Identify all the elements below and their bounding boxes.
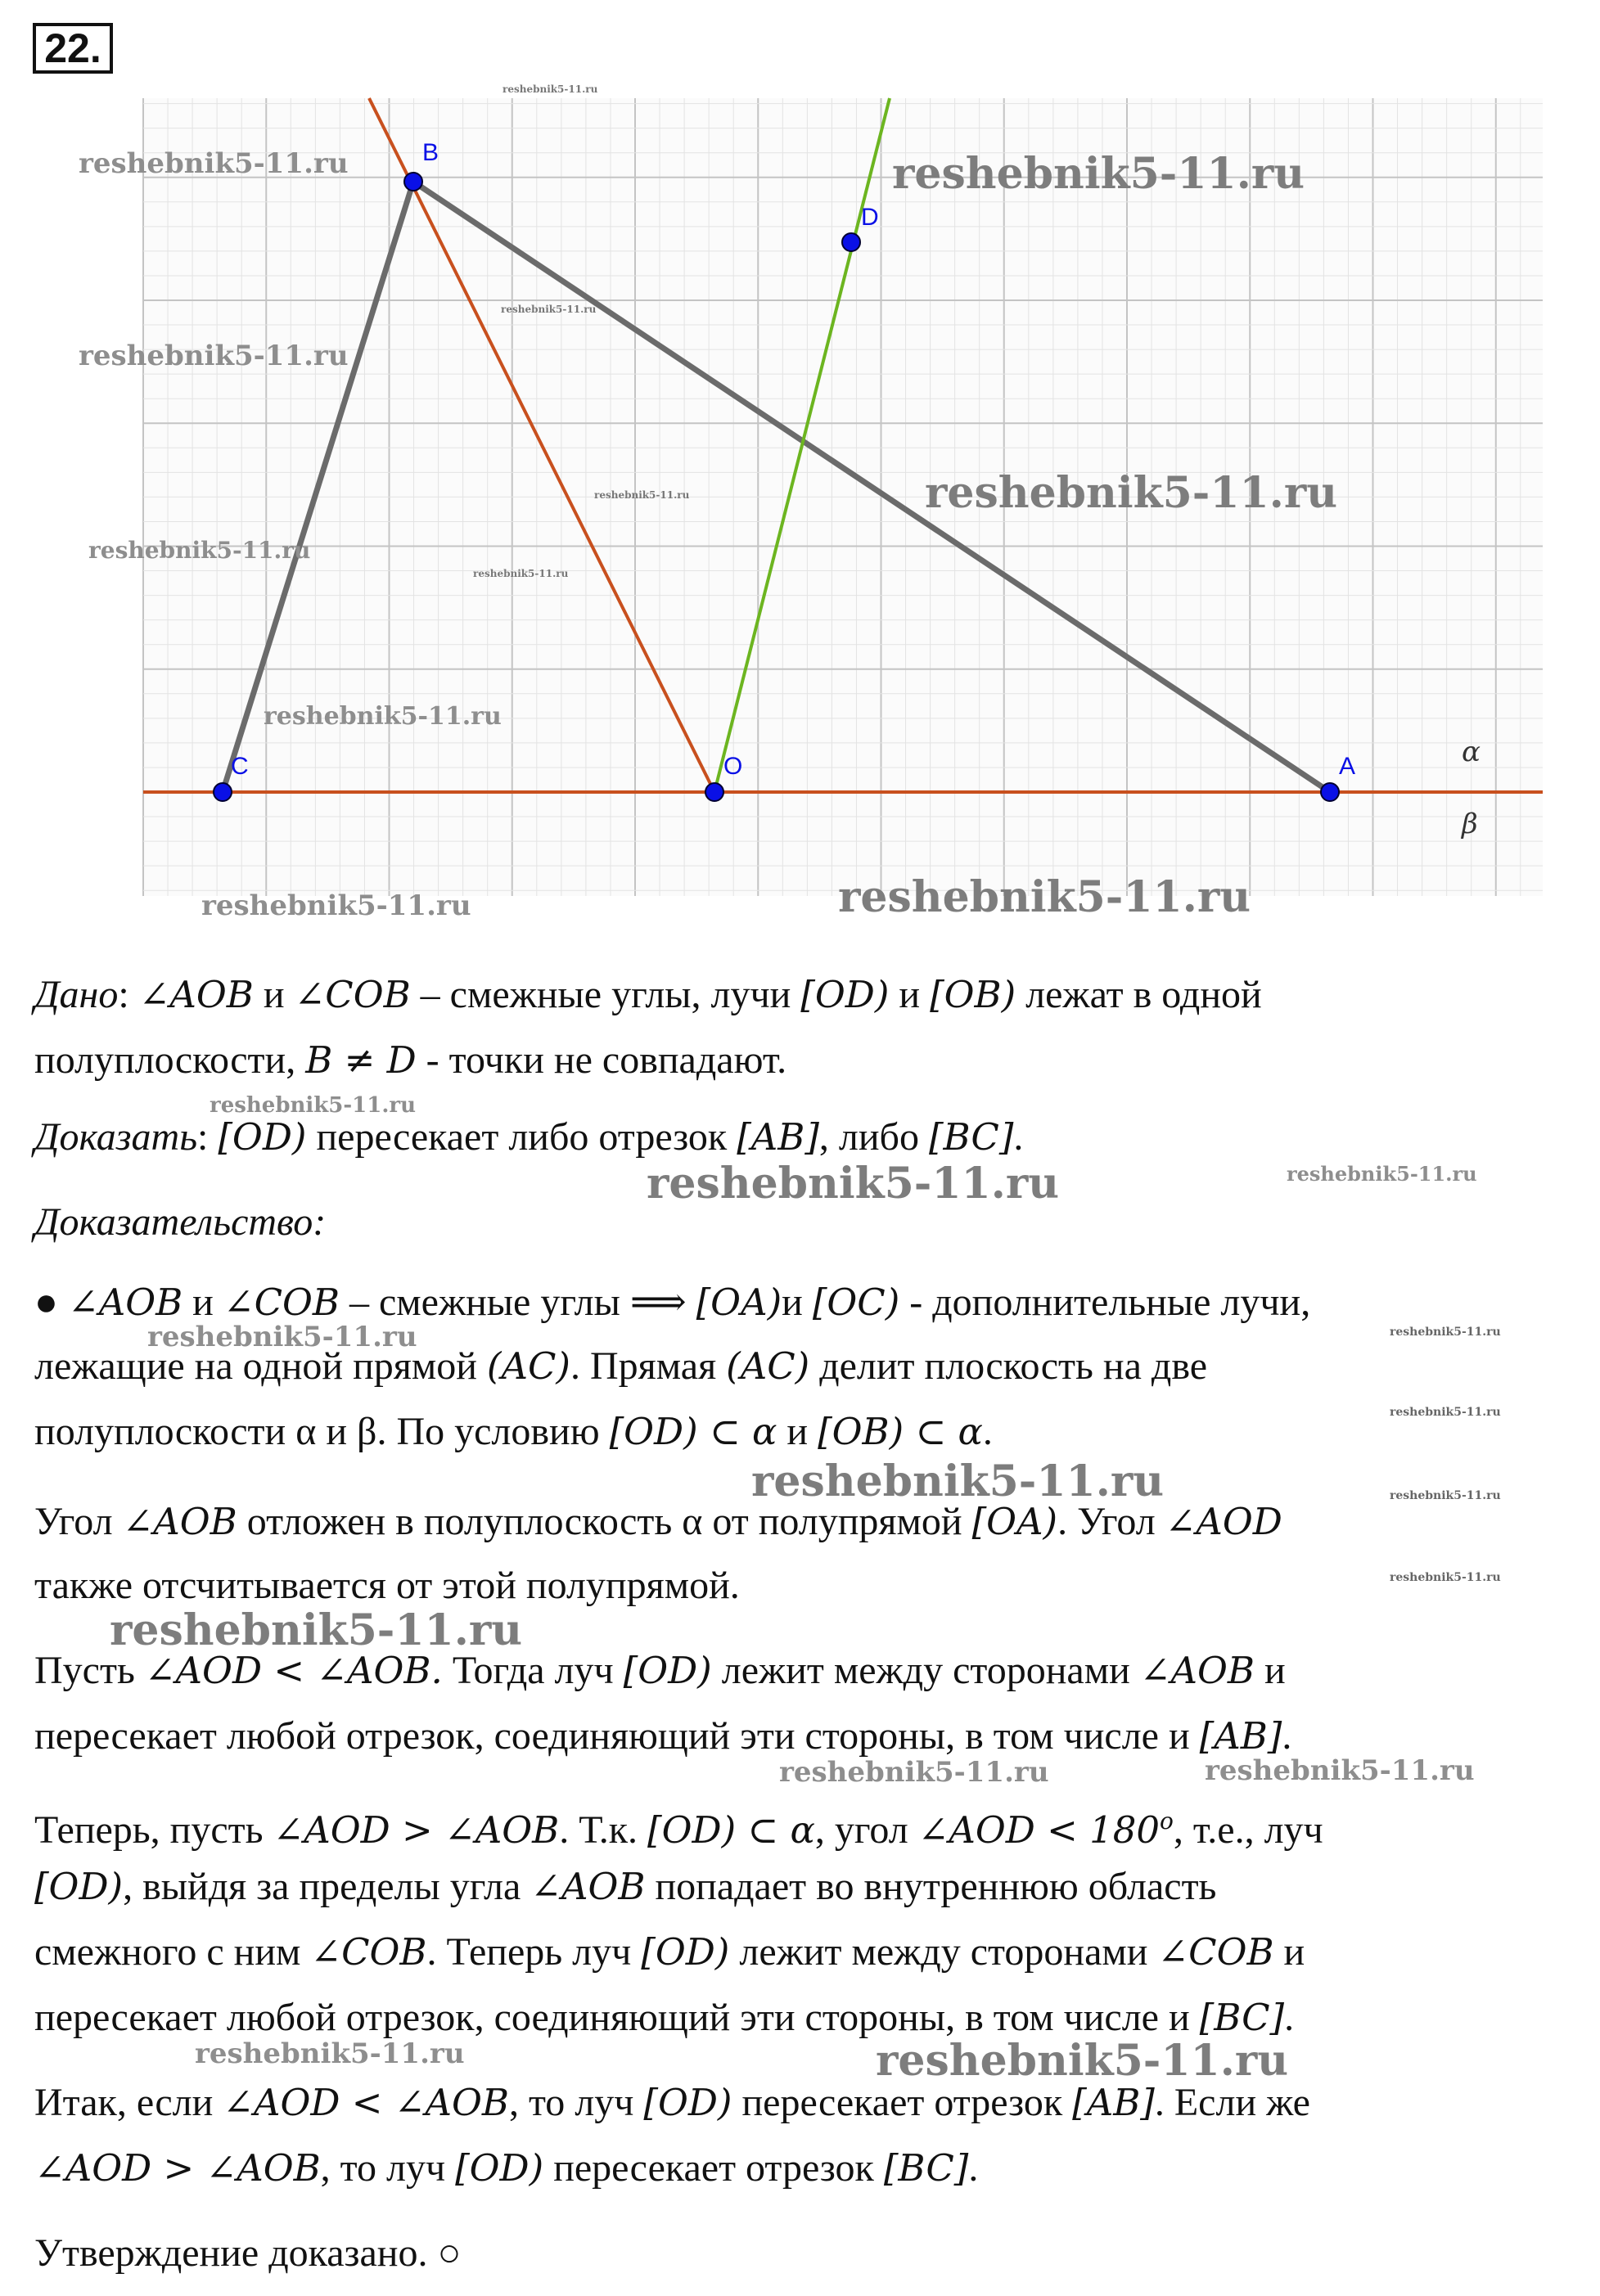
proof-line-3: полуплоскости α и β. По условию [OD) ⊂ α и [OB) ⊂ α. [34, 1410, 993, 1453]
watermark: reshebnik5-11.ru [1287, 1162, 1477, 1186]
label-D: D [861, 204, 879, 231]
label-O: O [723, 753, 743, 780]
watermark: reshebnik5-11.ru [195, 2037, 465, 2070]
label-A: A [1339, 753, 1356, 780]
conclusion-line: Утверждение доказано. ○ [34, 2231, 462, 2275]
proof-line-12: Итак, если ∠AOD < ∠AOB, то луч [OD) пересекает отрезок [AB]. Если же [34, 2081, 1310, 2124]
watermark: reshebnik5-11.ru [79, 340, 349, 372]
label-alpha: α [1462, 736, 1481, 768]
label-C: C [231, 753, 249, 780]
proof-line-2: лежащие на одной прямой (AC). Прямая (AC) делит плоскость на две [34, 1344, 1208, 1388]
watermark: reshebnik5-11.ru [594, 489, 690, 501]
proof-heading: Доказательство: [34, 1200, 327, 1244]
watermark: reshebnik5-11.ru [79, 147, 349, 180]
geometry-figure [0, 82, 1600, 941]
watermark: reshebnik5-11.ru [210, 1093, 417, 1118]
proof-line-7: пересекает любой отрезок, соединяющий эти стороны, в том числе и [AB]. [34, 1714, 1292, 1758]
proof-line-11: пересекает любой отрезок, соединяющий эти стороны, в том числе и [BC]. [34, 1996, 1295, 2039]
watermark: reshebnik5-11.ru [1205, 1754, 1475, 1787]
watermark: reshebnik5-11.ru [201, 889, 471, 922]
watermark: reshebnik5-11.ru [876, 2036, 1289, 2086]
watermark: reshebnik5-11.ru [925, 468, 1338, 518]
watermark: reshebnik5-11.ru [503, 83, 598, 95]
watermark: reshebnik5-11.ru [1390, 1571, 1501, 1584]
watermark: reshebnik5-11.ru [647, 1159, 1060, 1209]
label-beta: β [1462, 808, 1478, 840]
proof-line-8: Теперь, пусть ∠AOD > ∠AOB. Т.к. [OD) ⊂ α, угол ∠AOD < $180^o$, т.е., луч [34, 1808, 1323, 1852]
point-O [705, 783, 723, 801]
proof-line-6: Пусть ∠AOD < ∠AOB. Тогда луч [OD) лежит между сторонами ∠AOB и [34, 1649, 1286, 1692]
proof-line-10: смежного с ним ∠COB. Теперь луч [OD) лежит между сторонами ∠COB и [34, 1930, 1305, 1974]
given-line-1: Дано: ∠AOB и ∠COB – смежные углы, лучи [OD) и [OB) лежат в одной [34, 973, 1262, 1016]
proof-line-9: [OD), выйдя за пределы угла ∠AOB попадает во внутреннюю область [34, 1865, 1217, 1908]
proof-line-5: также отсчитывается от этой полупрямой. [34, 1564, 740, 1607]
watermark: reshebnik5-11.ru [110, 1605, 523, 1655]
given-line-2: полуплоскости, B ≠ D - точки не совпадают. [34, 1038, 787, 1082]
prove-line: Доказать: [OD) пересекает либо отрезок [AB], либо [BC]. [34, 1115, 1024, 1159]
watermark: reshebnik5-11.ru [1390, 1406, 1501, 1419]
watermark: reshebnik5-11.ru [264, 702, 502, 731]
point-D [842, 233, 860, 251]
watermark: reshebnik5-11.ru [88, 537, 311, 564]
watermark: reshebnik5-11.ru [838, 872, 1251, 922]
watermark: reshebnik5-11.ru [501, 304, 597, 315]
point-A [1321, 783, 1339, 801]
watermark: reshebnik5-11.ru [751, 1456, 1165, 1506]
point-B [404, 173, 422, 191]
watermark: reshebnik5-11.ru [1390, 1489, 1501, 1502]
watermark: reshebnik5-11.ru [892, 149, 1305, 199]
proof-line-13: ∠AOD > ∠AOB, то луч [OD) пересекает отрезок [BC]. [34, 2146, 979, 2190]
watermark: reshebnik5-11.ru [147, 1321, 417, 1353]
watermark: reshebnik5-11.ru [779, 1756, 1049, 1789]
watermark: reshebnik5-11.ru [1390, 1326, 1501, 1339]
point-C [214, 783, 232, 801]
proof-line-4: Угол ∠AOB отложен в полуплоскость α от полупрямой [OA). Угол ∠AOD [34, 1500, 1282, 1543]
watermark: reshebnik5-11.ru [473, 568, 569, 579]
proof-line-1: ● ∠AOB и ∠COB – смежные углы ⟹ [OA)и [OC) - дополнительные лучи, [34, 1281, 1311, 1324]
problem-number: 22. [33, 23, 113, 74]
label-B: B [422, 139, 439, 166]
